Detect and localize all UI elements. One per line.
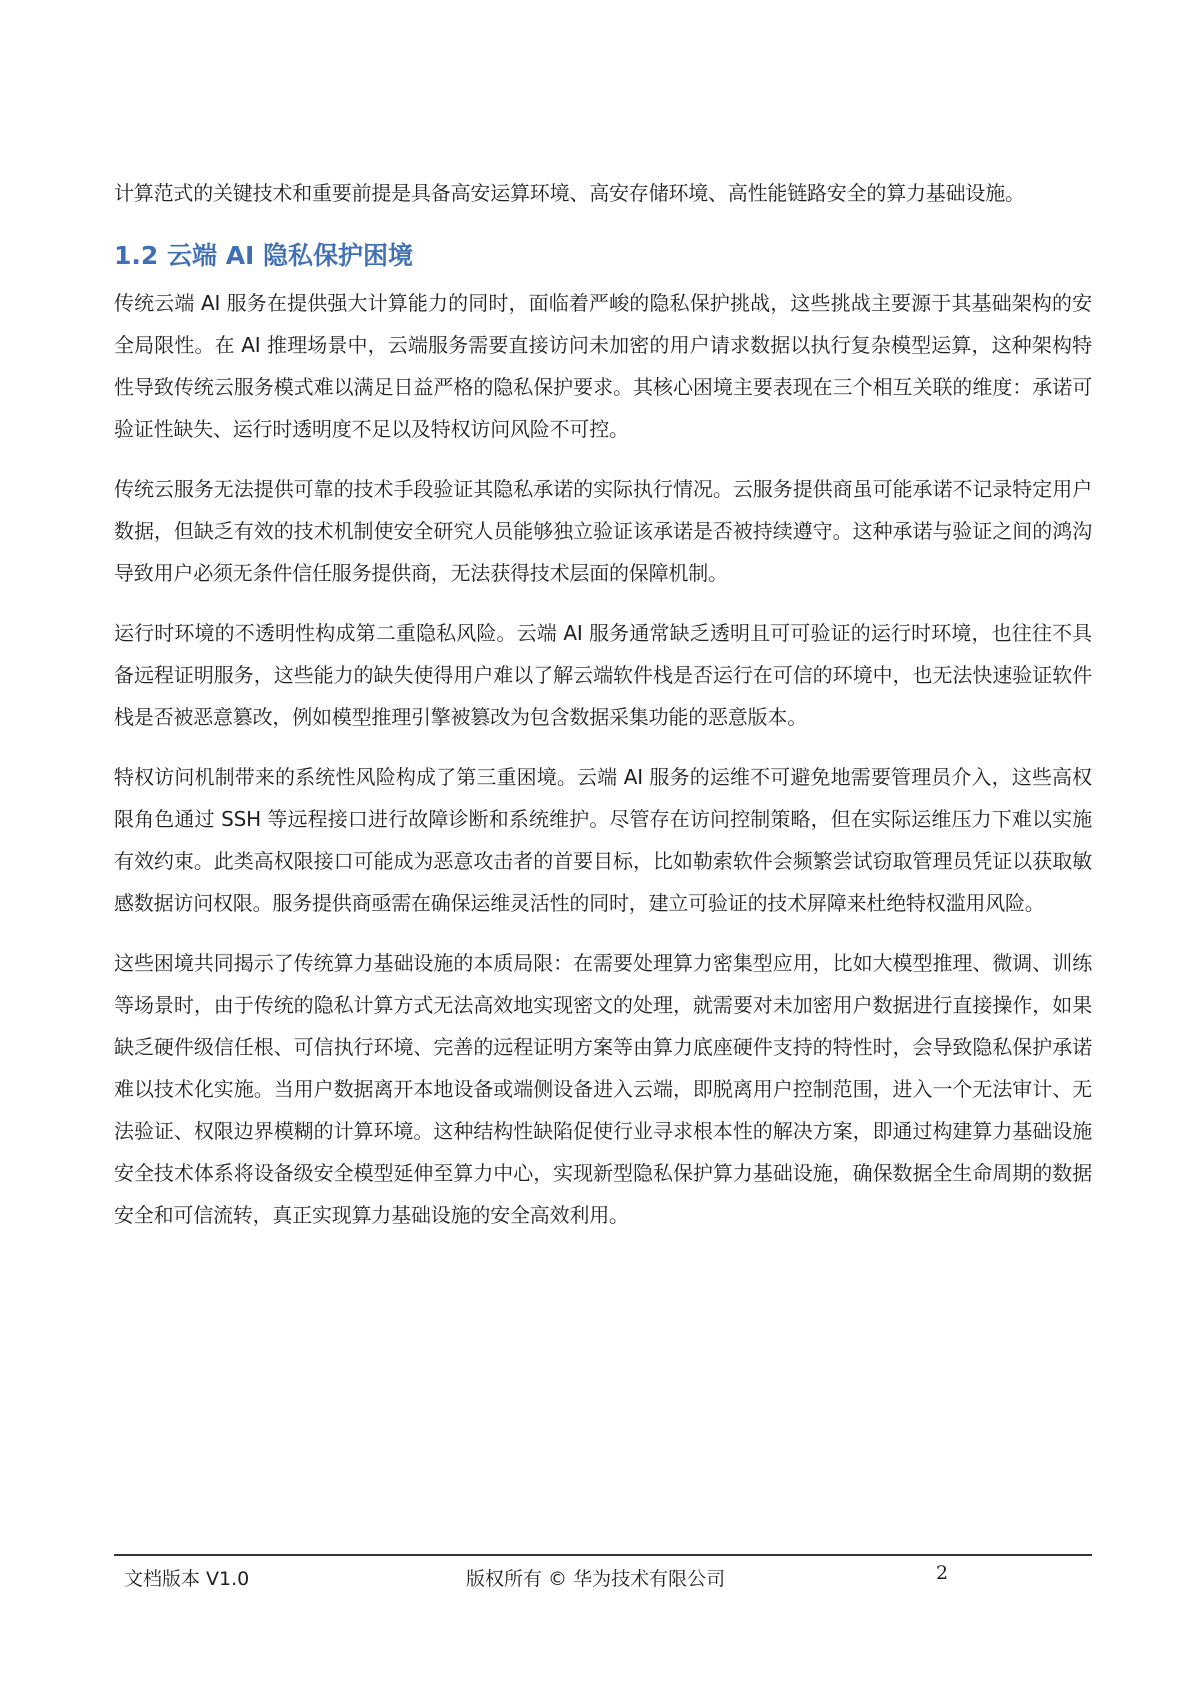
paragraph-runtime-transparency: 运行时环境的不透明性构成第二重隐私风险。云端 AI 服务通常缺乏透明且可可验证的运行时环境，也往往不具备远程证明服务，这些能力的缺失使得用户难以了解云端软件栈是否运行在可信的环境中，也无法快速验证软件栈是否被恶意篡改，例如模型推理引擎被篡改为包含数据采集功能的恶意版本。 <box>114 621 1092 729</box>
paragraph-privileged-access: 特权访问机制带来的系统性风险构成了第三重困境。云端 AI 服务的运维不可避免地需要管理员介入，这些高权限角色通过 SSH 等远程接口进行故障诊断和系统维护。尽管存在访问控制策略，但在实际运维压力下难以实施有效约束。此类高权限接口可能成为恶意攻击者的首要目标，比如勒索软件会频繁尝试窃取管理员凭证以获取敏感数据访问权限。服务提供商亟需在确保运维灵活性的同时，建立可验证的技术屏障来杜绝特权滥用风险。 <box>114 765 1092 915</box>
section-heading: 1.2 云端 AI 隐私保护困境 <box>114 241 414 270</box>
document-version: 文档版本 V1.0 <box>124 1568 250 1590</box>
paragraph-intro: 传统云端 AI 服务在提供强大计算能力的同时，面临着严峻的隐私保护挑战，这些挑战主要源于其基础架构的安全局限性。在 AI 推理场景中，云端服务需要直接访问未加密的用户请求数据以执行复杂模型运算，这种架构特性导致传统云服务模式难以满足日益严格的隐私保护要求。其核心困境主要表现在三个相互关联的维度：承诺可验证性缺失、运行时透明度不足以及特权访问风险不可控。 <box>114 291 1092 441</box>
paragraph-conclusion: 这些困境共同揭示了传统算力基础设施的本质局限：在需要处理算力密集型应用，比如大模型推理、微调、训练等场景时，由于传统的隐私计算方式无法高效地实现密文的处理，就需要对未加密用户数据进行直接操作，如果缺乏硬件级信任根、可信执行环境、完善的远程证明方案等由算力底座硬件支持的特性时，会导致隐私保护承诺难以技术化实施。当用户数据离开本地设备或端侧设备进入云端，即脱离用户控制范围，进入一个无法审计、无法验证、权限边界模糊的计算环境。这种结构性缺陷促使行业寻求根本性的解决方案，即通过构建算力基础设施安全技术体系将设备级安全模型延伸至算力中心，实现新型隐私保护算力基础设施，确保数据全生命周期的数据安全和可信流转，真正实现算力基础设施的安全高效利用。 <box>114 951 1092 1227</box>
page-footer <box>114 1554 1092 1596</box>
page-content <box>114 172 1092 1236</box>
copyright-notice: 版权所有 © 华为技术有限公司 <box>466 1568 726 1590</box>
continuation-paragraph: 计算范式的关键技术和重要前提是具备高安运算环境、高安存储环境、高性能链路安全的算力基础设施。 <box>114 181 1025 205</box>
paragraph-verifiability: 传统云服务无法提供可靠的技术手段验证其隐私承诺的实际执行情况。云服务提供商虽可能承诺不记录特定用户数据，但缺乏有效的技术机制使安全研究人员能够独立验证该承诺是否被持续遵守。这种承诺与验证之间的鸿沟导致用户必须无条件信任服务提供商，无法获得技术层面的保障机制。 <box>114 477 1092 585</box>
page-number: 2 <box>936 1562 949 1584</box>
